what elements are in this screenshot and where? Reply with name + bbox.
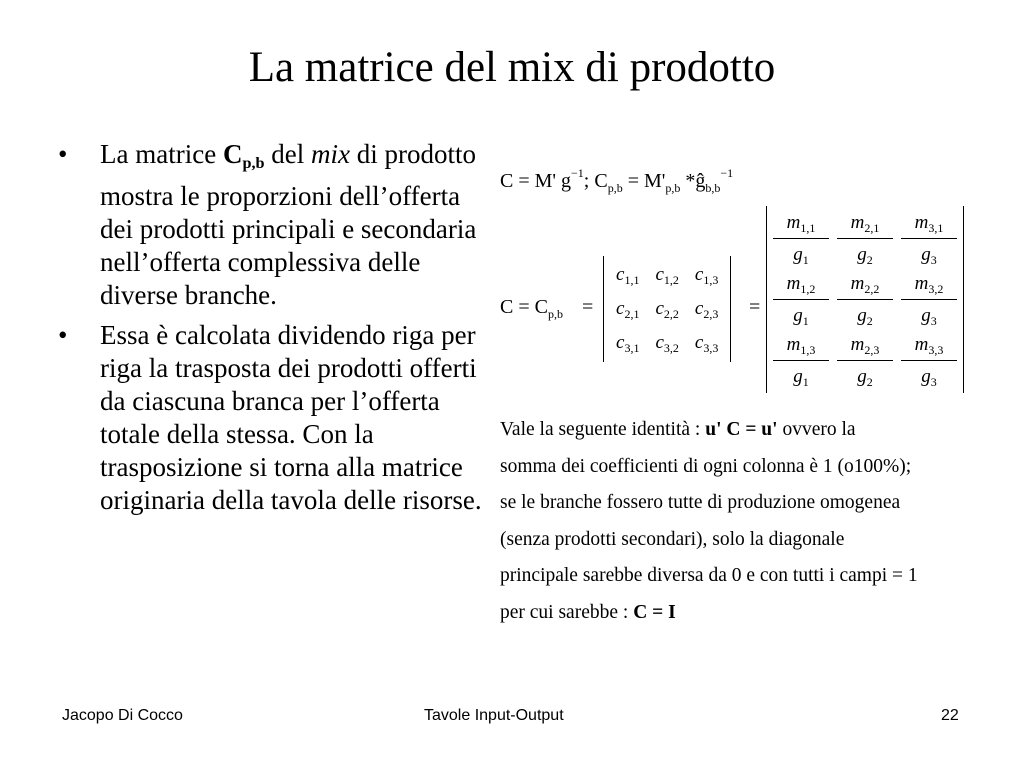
fraction	[901, 269, 957, 330]
fraction-denominator	[773, 361, 829, 391]
fraction	[837, 269, 893, 330]
fraction	[773, 208, 829, 269]
numerator-symbol: m	[786, 212, 801, 233]
fraction	[837, 208, 893, 269]
cell-symbol: c	[694, 298, 704, 319]
formula-part: ; C	[583, 170, 608, 192]
denominator-symbol: g	[793, 244, 803, 265]
cell-subscript: 3,2	[663, 341, 679, 355]
bullet-dot-icon: •	[58, 139, 68, 169]
identity-line-4: (senza prodotti secondari), solo la diagonale	[500, 528, 845, 550]
formula-part: = M'	[622, 170, 666, 192]
fraction-denominator	[901, 361, 957, 391]
bullet-dot-icon: •	[58, 319, 68, 350]
bullet1-text-a: La matrice	[100, 139, 223, 169]
identity-text: Vale la seguente identità :	[500, 419, 706, 440]
denominator-symbol: g	[857, 305, 867, 326]
footer-author: Jacopo Di Cocco	[62, 707, 183, 724]
formula-part: C = M' g	[500, 170, 572, 192]
fraction	[773, 269, 829, 330]
numerator-subscript: 1,3	[800, 343, 816, 357]
fraction-numerator	[837, 330, 893, 361]
matrix-symbol: C	[222, 139, 243, 169]
identity-line-5: principale sarebbe diversa da 0 e con tutti i campi = 1	[500, 565, 918, 586]
formula-sub: b,b	[705, 181, 721, 195]
bullet1-text-c: di prodotto mostra le proporzioni dell’offerta dei prodotti principali e secondaria nell’offerta complessiva delle diverse branche.	[100, 139, 477, 310]
c-matrix-cell	[687, 292, 726, 326]
cell-symbol: c	[655, 264, 664, 285]
denominator-symbol: g	[921, 305, 931, 326]
fraction-numerator	[773, 330, 829, 361]
cell-subscript: 2,3	[703, 307, 719, 321]
formula-sub: p,b	[547, 307, 563, 321]
cell-subscript: 1,2	[663, 273, 679, 287]
denominator-subscript: 1	[802, 253, 809, 267]
cell-symbol: c	[616, 298, 625, 319]
numerator-symbol: m	[914, 273, 929, 294]
denominator-subscript: 1	[802, 314, 809, 328]
fraction	[901, 330, 957, 391]
cell-symbol: c	[694, 332, 704, 353]
denominator-subscript: 2	[866, 375, 873, 389]
fraction-cell	[769, 269, 833, 330]
denominator-symbol: g	[857, 244, 867, 265]
fraction-cell	[769, 330, 833, 391]
denominator-subscript: 2	[866, 253, 873, 267]
denominator-symbol: g	[793, 305, 803, 326]
c-matrix-cell	[647, 258, 686, 292]
numerator-symbol: m	[914, 212, 929, 233]
cell-subscript: 1,1	[624, 273, 640, 287]
identity-line-1	[500, 412, 1010, 449]
cell-subscript: 3,3	[703, 341, 719, 355]
equals-sign-2: =	[749, 296, 761, 318]
identity-line-3: se le branche fossero tutte di produzione omogenea	[500, 492, 901, 513]
fraction-numerator	[901, 208, 957, 239]
formula-part: C = C	[500, 296, 548, 318]
numerator-symbol: m	[914, 334, 929, 355]
fraction-cell	[897, 208, 961, 269]
c-matrix-cell	[647, 292, 686, 326]
fraction-cell	[897, 269, 961, 330]
numerator-subscript: 1,2	[800, 282, 816, 296]
numerator-subscript: 1,1	[800, 221, 816, 235]
identity-text: ovvero la	[777, 419, 856, 440]
identity-formula: C = I	[633, 601, 676, 623]
bullet1-italic: mix	[311, 139, 350, 169]
identity-paragraph	[500, 412, 1010, 631]
identity-text: per cui sarebbe :	[500, 601, 634, 623]
identity-line-2: somma dei coefficienti di ogni colonna è 1 (o100%);	[500, 455, 912, 477]
fraction-numerator	[901, 330, 957, 361]
bullet-list	[58, 138, 486, 524]
denominator-subscript: 3	[930, 253, 937, 267]
cell-symbol: c	[655, 332, 664, 353]
bullet-item-2	[58, 319, 486, 517]
denominator-subscript: 3	[930, 375, 937, 389]
numerator-subscript: 3,3	[928, 343, 944, 357]
numerator-symbol: m	[850, 212, 865, 233]
cell-subscript: 2,1	[624, 307, 640, 321]
bullet-item-1	[58, 138, 486, 312]
formula-line-1	[500, 166, 734, 195]
formula-line-2-lhs	[500, 296, 563, 319]
cell-subscript: 2,2	[663, 307, 679, 321]
denominator-symbol: g	[793, 366, 803, 387]
denominator-symbol: g	[921, 366, 931, 387]
denominator-subscript: 1	[802, 375, 809, 389]
numerator-subscript: 3,1	[928, 221, 944, 235]
fraction-numerator	[901, 269, 957, 300]
numerator-symbol: m	[786, 273, 801, 294]
cell-subscript: 3,1	[624, 341, 640, 355]
fraction	[773, 330, 829, 391]
fraction-cell	[897, 330, 961, 391]
formula-sup: −1	[571, 166, 584, 180]
c-matrix-cell	[608, 258, 647, 292]
fraction-denominator	[773, 300, 829, 330]
denominator-symbol: g	[921, 244, 931, 265]
fraction-denominator	[837, 361, 893, 391]
equals-sign-1: =	[582, 296, 594, 318]
numerator-symbol: m	[850, 334, 865, 355]
fraction-cell	[833, 330, 897, 391]
formula-sup: −1	[720, 166, 734, 180]
denominator-symbol: g	[857, 366, 867, 387]
cell-symbol: c	[655, 298, 664, 319]
cell-symbol: c	[694, 264, 704, 285]
numerator-symbol: m	[786, 334, 801, 355]
c-matrix-cell	[647, 326, 686, 360]
c-matrix-cell	[608, 326, 647, 360]
formula-sub: p,b	[665, 181, 681, 195]
fraction-denominator	[773, 239, 829, 269]
bullet1-text-b: del	[264, 139, 311, 169]
fraction-cell	[769, 208, 833, 269]
fraction-numerator	[837, 208, 893, 239]
formula-sub: p,b	[607, 181, 623, 195]
formula-part: *ĝ	[680, 170, 706, 192]
c-matrix	[603, 256, 731, 362]
fraction	[901, 208, 957, 269]
numerator-subscript: 2,3	[864, 343, 880, 357]
fraction-numerator	[837, 269, 893, 300]
footer-course: Tavole Input-Output	[424, 707, 564, 724]
identity-formula: u' C = u'	[705, 419, 778, 440]
numerator-subscript: 2,2	[864, 282, 880, 296]
c-matrix-cell	[608, 292, 647, 326]
numerator-symbol: m	[850, 273, 865, 294]
fraction-denominator	[901, 239, 957, 269]
fraction-cell	[833, 208, 897, 269]
numerator-subscript: 3,2	[928, 282, 944, 296]
matrix-symbol-subscript: p,b	[242, 153, 265, 172]
cell-symbol: c	[616, 332, 625, 353]
fraction-cell	[833, 269, 897, 330]
identity-line-6	[500, 595, 1010, 632]
fraction-numerator	[773, 208, 829, 239]
denominator-subscript: 2	[866, 314, 873, 328]
fraction-denominator	[837, 239, 893, 269]
fraction-numerator	[773, 269, 829, 300]
numerator-subscript: 2,1	[864, 221, 880, 235]
slide-title: La matrice del mix di prodotto	[248, 44, 776, 91]
cell-subscript: 1,3	[703, 273, 719, 287]
denominator-subscript: 3	[930, 314, 937, 328]
fraction-denominator	[837, 300, 893, 330]
fraction-denominator	[901, 300, 957, 330]
footer-page-number: 22	[941, 707, 959, 724]
c-matrix-cell	[687, 258, 726, 292]
bullet2-text: Essa è calcolata dividendo riga per riga la trasposta dei prodotti offerti da ciascuna branca per l’offerta totale della stessa. Con la trasposizione si torna alla matrice originaria della tavola delle risorse.	[100, 319, 482, 515]
fraction	[837, 330, 893, 391]
cell-symbol: c	[616, 264, 625, 285]
c-matrix-cell	[687, 326, 726, 360]
fraction-matrix	[766, 206, 964, 393]
